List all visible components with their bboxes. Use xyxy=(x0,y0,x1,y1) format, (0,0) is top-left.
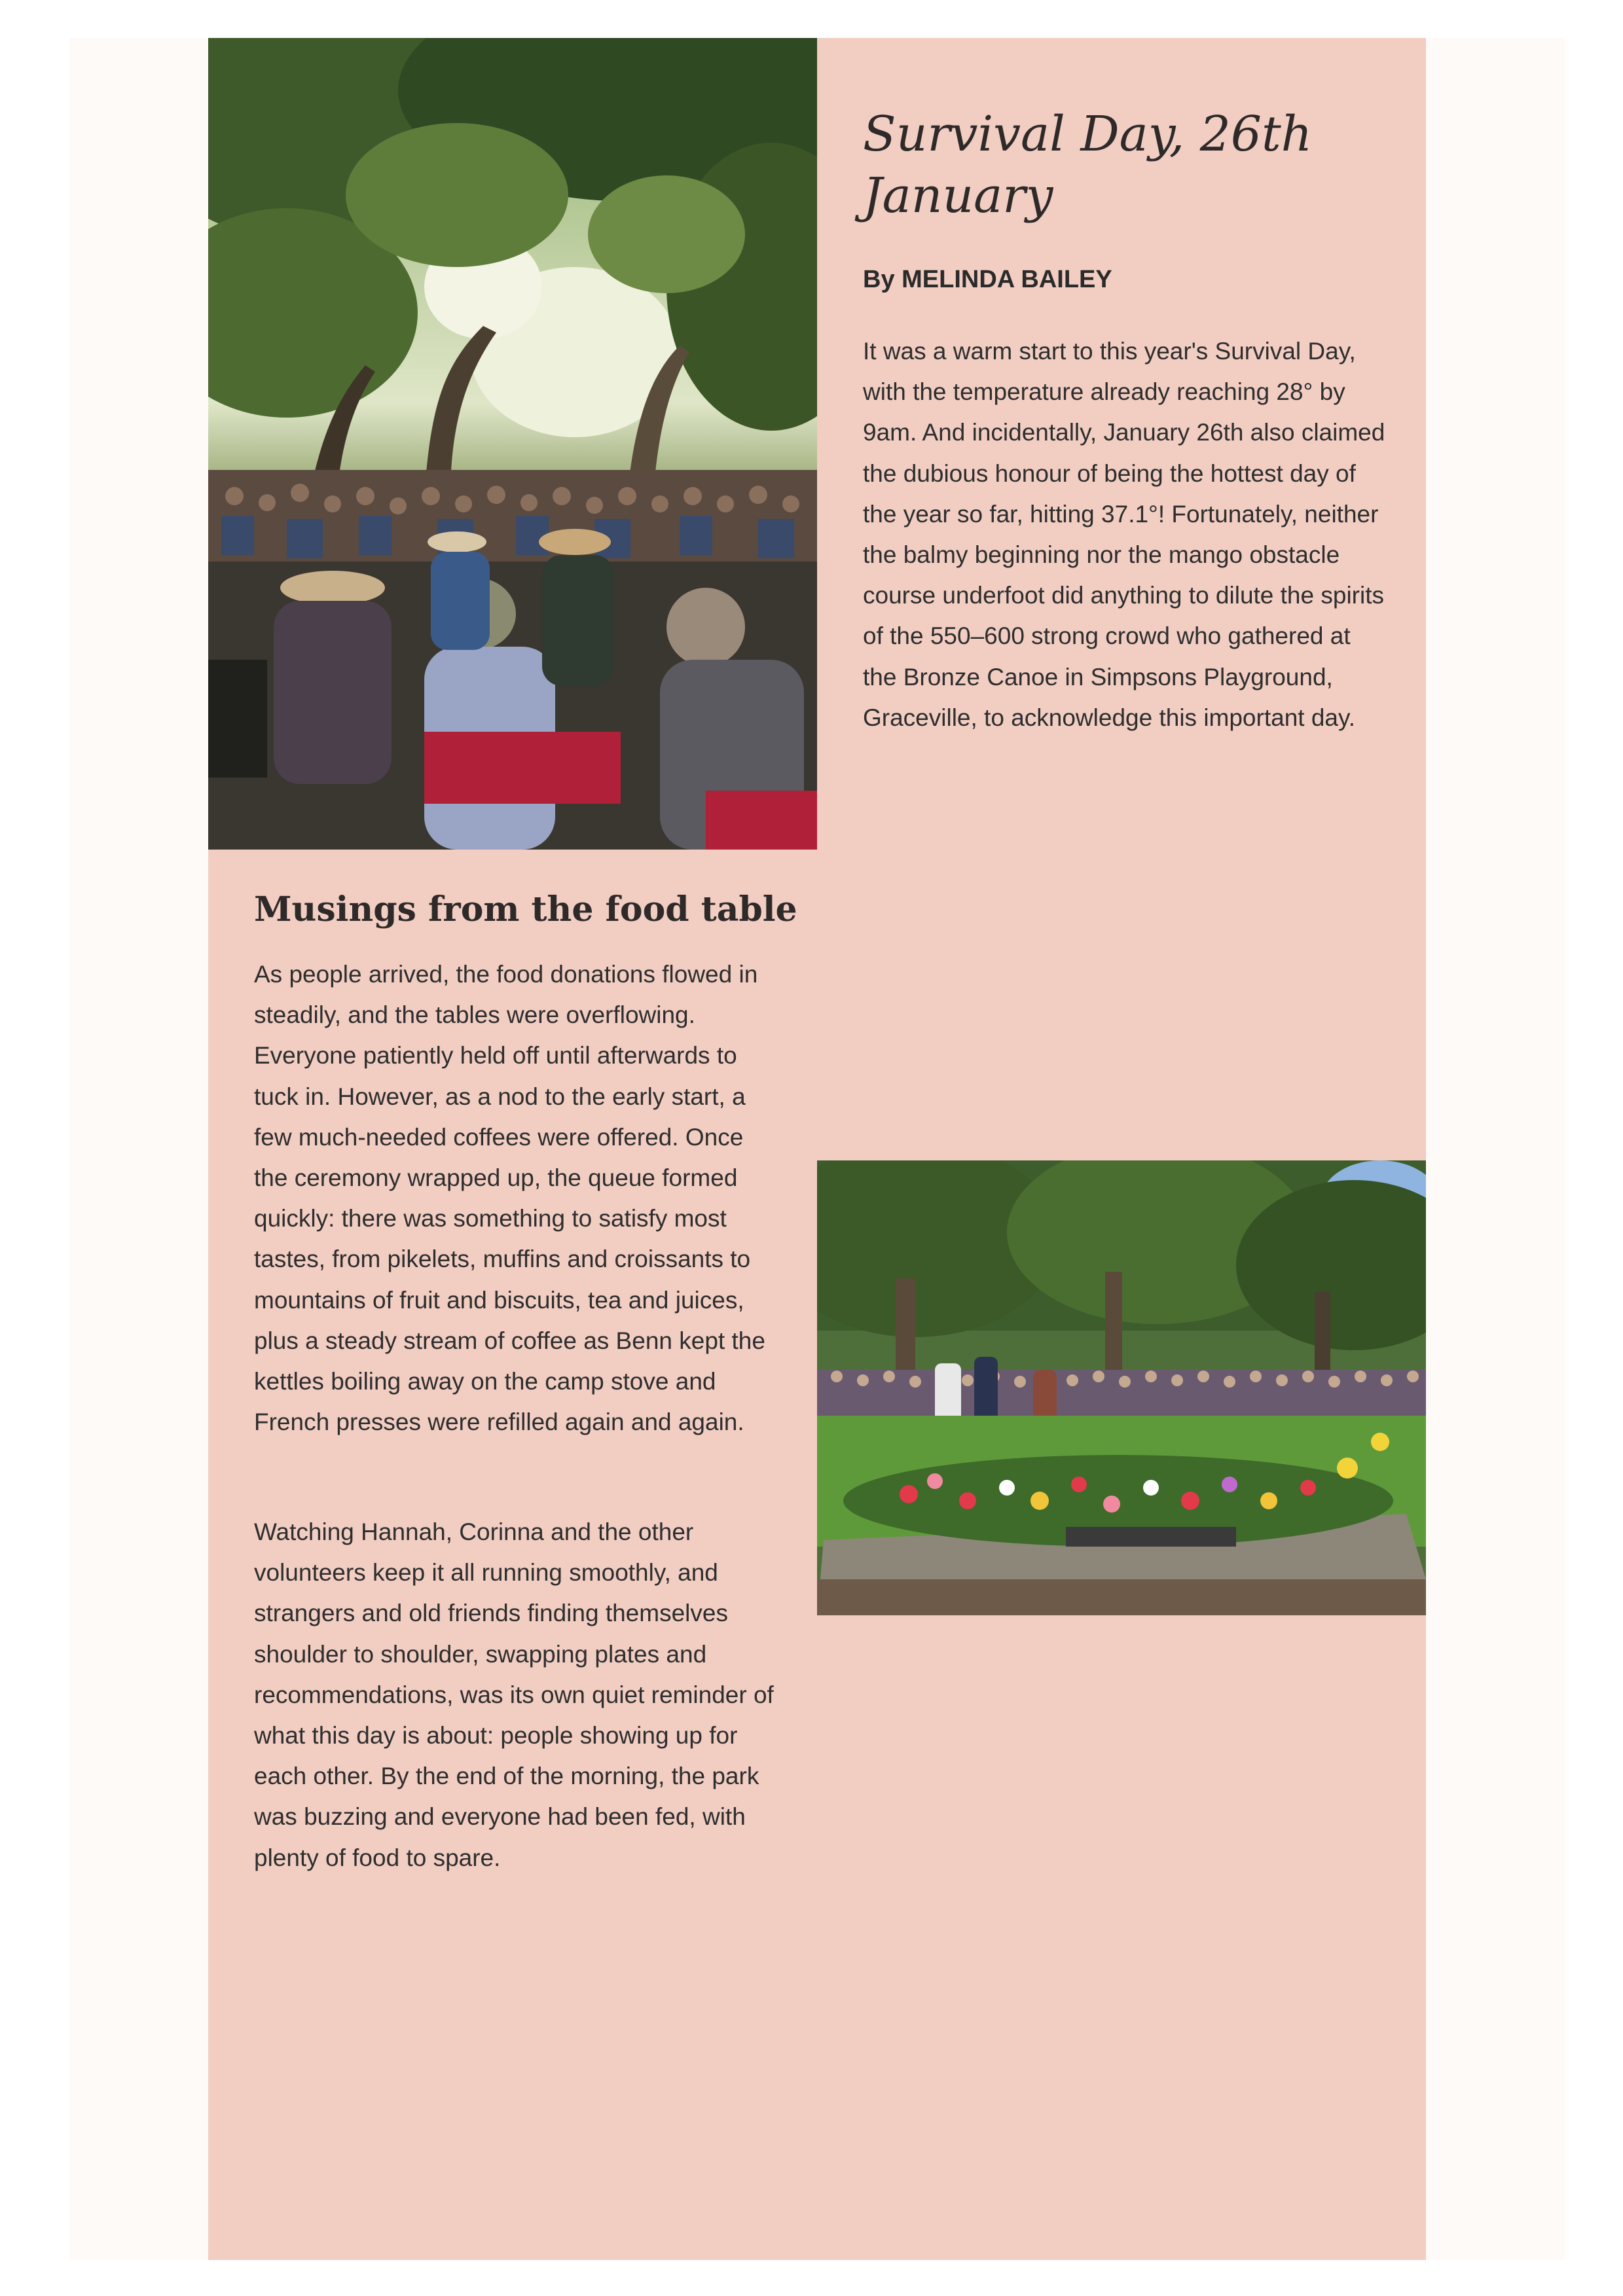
section-paragraph-2: Watching Hannah, Corinna and the other volunteers keep it all running smoothly, and strangers and old friends finding themselves shoulder to shoulder, swapping plates and recommendations, was its own quiet reminder of what this day is about: people showing up for each other. By the end of the morning, the park was buzzing and everyone had been fed, with plenty of food to spare. xyxy=(254,1518,774,1871)
article-title: Survival Day, 26th January xyxy=(863,106,1313,224)
crowd-photo xyxy=(208,38,817,850)
section-heading: Musings from the food table xyxy=(254,889,797,929)
canoe-photo xyxy=(817,1160,1426,1615)
intro-paragraph: It was a warm start to this year's Survival Day, with the temperature already reaching 28° by 9am. And incidentally, January 26th also claimed the dubious honour of being the hottest day of the year so far, hitting 37.1°! Fortunately, neither the balmy beginning nor the mango obstacle course underfoot did anything to dilute the spirits of the 550–600 strong crowd who gathered at the Bronze Canoe in Simpsons Playground, Graceville, to acknowledge this important day. xyxy=(863,338,1385,731)
crowd-photo-illustration xyxy=(208,38,817,850)
section-paragraph-1: As people arrived, the food donations flowed in steadily, and the tables were overflowing. Everyone patiently held off until afterwards to tuck in. However, as a nod to the early start, a few much-needed coffees were offered. Once the ceremony wrapped up, the queue formed quickly: there was something to satisfy most tastes, from pikelets, muffins and croissants to mountains of fruit and biscuits, tea and juices, plus a steady stream of coffee as Benn kept the kettles boiling away on the camp stove and French presses were refilled again and again. xyxy=(254,961,765,1436)
article-byline: By MELINDA BAILEY xyxy=(863,266,1112,293)
canoe-photo-illustration xyxy=(817,1160,1426,1615)
